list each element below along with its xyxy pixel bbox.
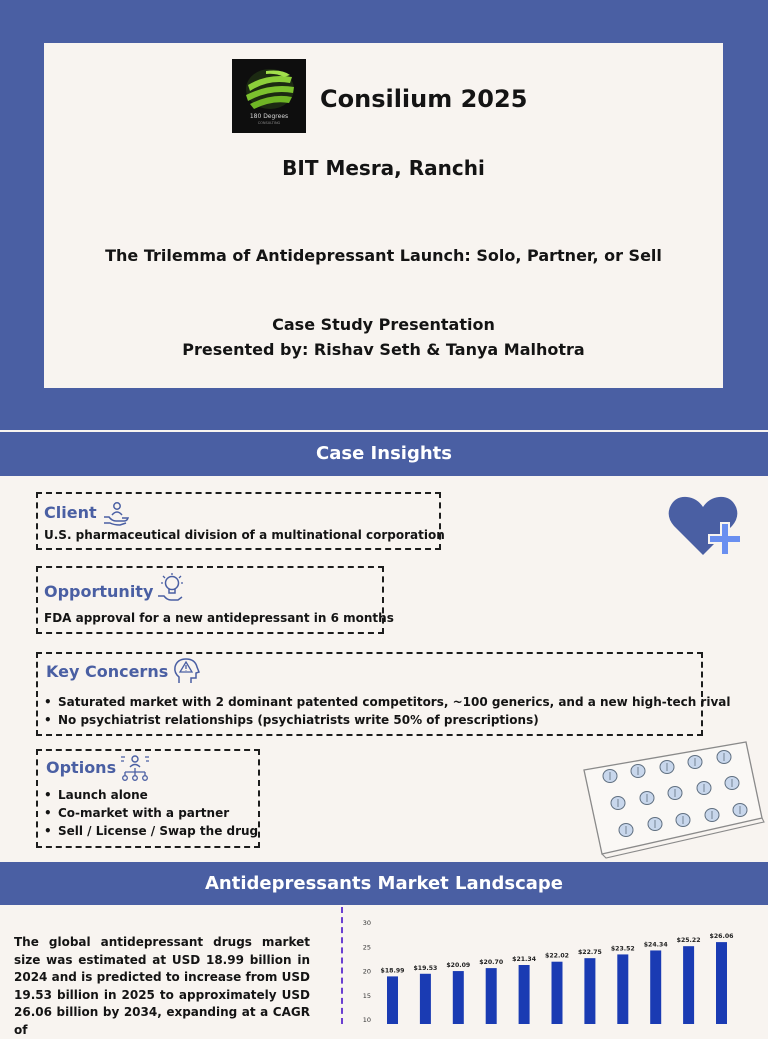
title-band — [0, 0, 768, 430]
bar-data-label: $23.52 — [610, 945, 635, 953]
bar-data-label: $18.99 — [380, 967, 405, 975]
bar — [683, 946, 694, 1024]
y-tick-label: 20 — [362, 967, 371, 976]
bar — [519, 965, 530, 1024]
bar — [387, 976, 398, 1024]
list-item: • No psychiatrist relationships (psychiatrists write 50% of prescriptions) — [44, 711, 731, 729]
client-text: U.S. pharmaceutical division of a multinational corporation — [44, 528, 445, 542]
options-heading: Options — [46, 758, 117, 777]
org-chart-icon — [120, 753, 150, 783]
bar-data-label: $21.34 — [512, 956, 537, 964]
bar-data-label: $22.75 — [577, 949, 602, 957]
event-title: Consilium 2025 — [320, 85, 528, 113]
logo-subtext: CONSULTING — [257, 121, 281, 125]
presenters: Presented by: Rishav Seth & Tanya Malhotra — [182, 340, 585, 359]
list-item: • Sell / License / Swap the drug — [44, 822, 258, 840]
market-size-bar-chart — [352, 912, 752, 1024]
opportunity-heading: Opportunity — [44, 582, 154, 601]
y-tick-label: 15 — [362, 991, 371, 1000]
list-item: • Saturated market with 2 dominant patented competitors, ~100 generics, and a new high-tech rival — [44, 693, 731, 711]
presentation-type: Case Study Presentation — [272, 315, 495, 334]
section-divider — [341, 907, 343, 1024]
bar — [650, 950, 661, 1024]
bar-data-label: $19.53 — [413, 964, 438, 972]
list-item: • Co-market with a partner — [44, 804, 258, 822]
bar-data-label: $20.70 — [479, 959, 504, 967]
bar — [552, 962, 563, 1024]
bar-data-label: $24.34 — [643, 941, 668, 949]
pill-blister-pack-icon — [578, 736, 768, 860]
y-tick-label: 25 — [362, 943, 371, 952]
bar-data-label: $25.22 — [676, 937, 701, 945]
bar — [420, 974, 431, 1024]
key-concerns-heading: Key Concerns — [46, 662, 169, 681]
bar — [584, 958, 595, 1024]
bar-data-label: $26.06 — [709, 933, 734, 941]
logo — [232, 59, 306, 133]
hand-person-icon — [102, 501, 130, 527]
title-card — [44, 43, 723, 388]
key-concerns-list — [44, 693, 731, 729]
opportunity-text: FDA approval for a new antidepressant in 6 months — [44, 611, 394, 625]
head-warning-icon — [172, 656, 202, 686]
logo-text: 180 Degrees — [249, 113, 289, 120]
bar — [716, 942, 727, 1024]
bar — [486, 968, 497, 1024]
list-item: • Launch alone — [44, 786, 258, 804]
institute-name: BIT Mesra, Ranchi — [282, 156, 485, 180]
client-heading: Client — [44, 503, 97, 522]
lightbulb-hand-icon — [156, 572, 186, 604]
y-tick-label: 10 — [362, 1016, 371, 1024]
section-title-case-insights: Case Insights — [0, 432, 768, 476]
bar — [453, 971, 464, 1024]
key-concerns-box — [36, 652, 731, 736]
heart-plus-icon — [666, 493, 746, 559]
options-box — [36, 749, 260, 848]
bar-data-label: $20.09 — [446, 962, 471, 970]
opportunity-box — [36, 566, 394, 634]
section-title-market-landscape: Antidepressants Market Landscape — [0, 862, 768, 905]
options-list — [44, 786, 258, 840]
market-paragraph: The global antidepressant drugs market size was estimated at USD 18.99 billion in 2024 and is predicted to increase from USD 19.53 billion in 2025 to approximately USD 26.06 billion by 2034, expanding at a CAGR of — [14, 935, 310, 1037]
bar — [617, 954, 628, 1024]
client-box — [36, 492, 445, 550]
case-title: The Trilemma of Antidepressant Launch: Solo, Partner, or Sell — [105, 246, 662, 265]
y-tick-label: 30 — [362, 919, 371, 927]
bar-data-label: $22.02 — [545, 952, 569, 960]
